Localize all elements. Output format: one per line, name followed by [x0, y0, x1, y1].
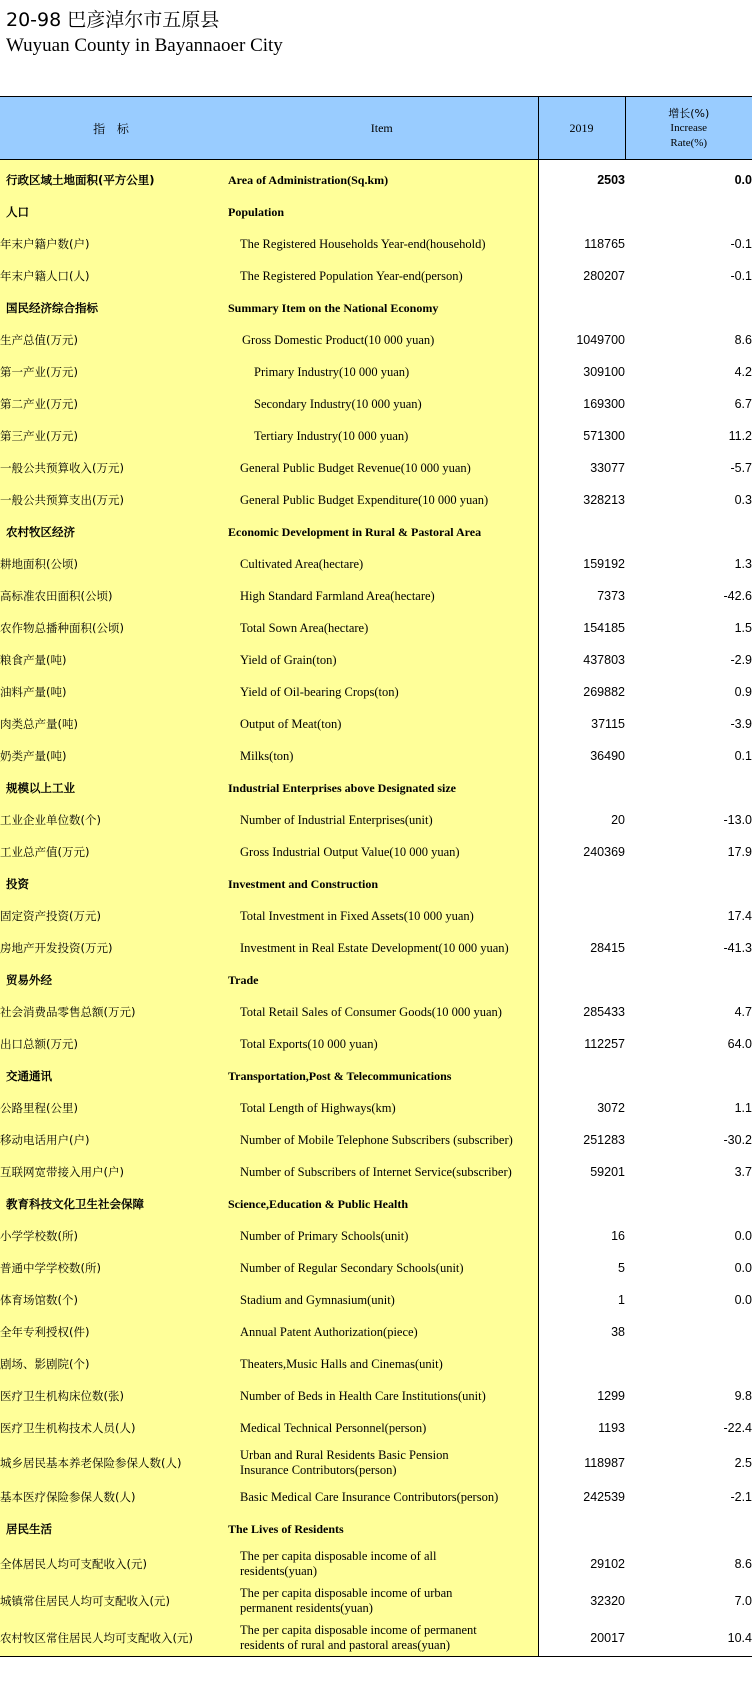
indicator-cn-cell: 居民生活: [0, 1513, 226, 1545]
section-row: [0, 1060, 752, 1092]
table-row: [0, 612, 752, 644]
table-row: [0, 1220, 752, 1252]
increase-rate-cell: 9.8: [734, 1389, 752, 1403]
value-2019-cell: 2503: [538, 164, 625, 196]
increase-rate-cell: 0.3: [734, 493, 752, 507]
table-header-row: [0, 97, 752, 160]
item-en-cell: Medical Technical Personnel(person): [226, 1412, 538, 1444]
value-2019-cell: 29102: [538, 1545, 625, 1582]
item-en-cell: Number of Regular Secondary Schools(unit): [226, 1252, 538, 1284]
header-rate-cn: 增长(%): [668, 106, 710, 120]
table-row: [0, 836, 752, 868]
table-row: [0, 1348, 752, 1380]
table-row: [0, 548, 752, 580]
indicator-cn-cell: 一般公共预算收入(万元): [0, 452, 226, 484]
indicator-cn-cell: 耕地面积(公顷): [0, 548, 226, 580]
increase-rate-cell: -22.4: [723, 1421, 752, 1435]
value-2019-cell: 1049700: [538, 324, 625, 356]
value-2019-cell: 1: [538, 1284, 625, 1316]
increase-rate-cell: 1.5: [734, 621, 752, 635]
item-en-cell: Number of Primary Schools(unit): [226, 1220, 538, 1252]
item-en-cell: Gross Domestic Product(10 000 yuan): [226, 324, 538, 356]
item-en-cell: Yield of Oil-bearing Crops(ton): [226, 676, 538, 708]
table-row: [0, 1582, 752, 1619]
item-en-cell: Number of Subscribers of Internet Service(subscriber): [226, 1156, 538, 1188]
item-en-cell: Number of Beds in Health Care Institutions(unit): [226, 1380, 538, 1412]
value-2019-cell: 3072: [538, 1092, 625, 1124]
section-row: [0, 516, 752, 548]
table-row: [0, 1092, 752, 1124]
table-row: [0, 228, 752, 260]
increase-rate-cell: 4.2: [734, 365, 752, 379]
indicator-cn-cell: 交通通讯: [0, 1060, 226, 1092]
indicator-cn-cell: 工业总产值(万元): [0, 836, 226, 868]
table-body: [0, 160, 752, 1657]
indicator-cn-cell: 工业企业单位数(个): [0, 804, 226, 836]
value-2019-cell: [538, 964, 625, 996]
item-en-cell: Economic Development in Rural & Pastoral Area: [226, 516, 538, 548]
indicator-cn-cell: 规模以上工业: [0, 772, 226, 804]
item-en-cell: Trade: [226, 964, 538, 996]
indicator-cn-cell: 教育科技文化卫生社会保障: [0, 1188, 226, 1220]
indicator-cn-cell: 互联网宽带接入用户(户): [0, 1156, 226, 1188]
table-row: [0, 1412, 752, 1444]
value-2019-cell: [538, 196, 625, 228]
item-en-cell: Stadium and Gymnasium(unit): [226, 1284, 538, 1316]
header-rate-en2: Rate(%): [670, 136, 708, 149]
indicator-cn-cell: 农村牧区经济: [0, 516, 226, 548]
table-row: [0, 676, 752, 708]
item-en-cell: Number of Industrial Enterprises(unit): [226, 804, 538, 836]
value-2019-cell: 20: [538, 804, 625, 836]
value-2019-cell: [538, 292, 625, 324]
statistics-table: [0, 96, 752, 1657]
value-2019-cell: [538, 1348, 625, 1380]
value-2019-cell: 1299: [538, 1380, 625, 1412]
indicator-cn-cell: 国民经济综合指标: [0, 292, 226, 324]
item-en-cell: Total Length of Highways(km): [226, 1092, 538, 1124]
value-2019-cell: 38: [538, 1316, 625, 1348]
item-en-cell: Total Exports(10 000 yuan): [226, 1028, 538, 1060]
increase-rate-cell: 0.0: [734, 1261, 752, 1275]
indicator-cn-cell: 第二产业(万元): [0, 388, 226, 420]
table-row: [0, 804, 752, 836]
value-2019-cell: 118765: [538, 228, 625, 260]
value-2019-cell: [538, 516, 625, 548]
indicator-cn-cell: 医疗卫生机构床位数(张): [0, 1380, 226, 1412]
increase-rate-cell: [625, 1060, 752, 1092]
item-en-cell: Investment in Real Estate Development(10 000 yuan): [226, 932, 538, 964]
value-2019-cell: 437803: [538, 644, 625, 676]
value-2019-cell: 112257: [538, 1028, 625, 1060]
value-2019-cell: [538, 772, 625, 804]
item-en-cell: Secondary Industry(10 000 yuan): [226, 388, 538, 420]
increase-rate-cell: 7.0: [734, 1593, 752, 1608]
value-2019-cell: [538, 1513, 625, 1545]
item-en-cell: Total Investment in Fixed Assets(10 000 yuan): [226, 900, 538, 932]
section-row: [0, 1188, 752, 1220]
indicator-cn-cell: 贸易外经: [0, 964, 226, 996]
indicator-cn-cell: 城镇常住居民人均可支配收入(元): [0, 1582, 226, 1619]
indicator-cn-cell: 全年专利授权(件): [0, 1316, 226, 1348]
increase-rate-cell: -0.1: [730, 269, 752, 283]
table-row: [0, 1380, 752, 1412]
item-en-cell: Transportation,Post & Telecommunications: [226, 1060, 538, 1092]
indicator-cn-cell: 小学学校数(所): [0, 1220, 226, 1252]
item-en-cell: General Public Budget Expenditure(10 000 yuan): [226, 484, 538, 516]
indicator-cn-cell: 油料产量(吨): [0, 676, 226, 708]
increase-rate-cell: 4.7: [734, 1005, 752, 1019]
table-row: [0, 996, 752, 1028]
increase-rate-cell: 17.4: [727, 909, 752, 923]
value-2019-cell: 118987: [538, 1444, 625, 1481]
indicator-cn-cell: 普通中学学校数(所): [0, 1252, 226, 1284]
table-row: [0, 1481, 752, 1513]
item-en-cell: The per capita disposable income of urban permanent residents(yuan): [226, 1582, 538, 1619]
value-2019-cell: 251283: [538, 1124, 625, 1156]
section-row: [0, 964, 752, 996]
item-en-cell: Summary Item on the National Economy: [226, 292, 538, 324]
section-row: [0, 1513, 752, 1545]
indicator-cn-cell: 肉类总产量(吨): [0, 708, 226, 740]
increase-rate-cell: 8.6: [734, 1556, 752, 1571]
item-en-cell: Gross Industrial Output Value(10 000 yuan): [226, 836, 538, 868]
table-row: [0, 740, 752, 772]
indicator-cn-cell: 移动电话用户(户): [0, 1124, 226, 1156]
value-2019-cell: 5: [538, 1252, 625, 1284]
item-en-cell: Cultivated Area(hectare): [226, 548, 538, 580]
indicator-cn-cell: 一般公共预算支出(万元): [0, 484, 226, 516]
value-2019-cell: 169300: [538, 388, 625, 420]
increase-rate-cell: 2.5: [734, 1455, 752, 1470]
indicator-cn-cell: 生产总值(万元): [0, 324, 226, 356]
item-en-cell: Total Retail Sales of Consumer Goods(10 000 yuan): [226, 996, 538, 1028]
indicator-cn-cell: 第一产业(万元): [0, 356, 226, 388]
increase-rate-cell: 6.7: [734, 397, 752, 411]
value-2019-cell: [538, 1188, 625, 1220]
increase-rate-cell: 0.0: [734, 1229, 752, 1243]
indicator-cn-cell: 农村牧区常住居民人均可支配收入(元): [0, 1619, 226, 1657]
section-row: [0, 196, 752, 228]
value-2019-cell: 309100: [538, 356, 625, 388]
table-row: [0, 452, 752, 484]
increase-rate-cell: 64.0: [727, 1037, 752, 1051]
item-en-cell: Number of Mobile Telephone Subscribers (subscriber): [226, 1124, 538, 1156]
item-en-cell: Basic Medical Care Insurance Contributors(person): [226, 1481, 538, 1513]
table-row: [0, 484, 752, 516]
indicator-cn-cell: 公路里程(公里): [0, 1092, 226, 1124]
increase-rate-cell: 10.4: [625, 1619, 752, 1657]
increase-rate-cell: [625, 964, 752, 996]
item-en-cell: Yield of Grain(ton): [226, 644, 538, 676]
increase-rate-cell: 3.7: [734, 1165, 752, 1179]
item-en-cell: Industrial Enterprises above Designated size: [226, 772, 538, 804]
increase-rate-cell: [625, 1348, 752, 1380]
title-english: Wuyuan County in Bayannaoer City: [6, 35, 283, 56]
table-row: [0, 1619, 752, 1657]
increase-rate-cell: 17.9: [727, 845, 752, 859]
value-2019-cell: 36490: [538, 740, 625, 772]
increase-rate-cell: -0.1: [730, 237, 752, 251]
value-2019-cell: 37115: [538, 708, 625, 740]
indicator-cn-cell: 年末户籍人口(人): [0, 260, 226, 292]
increase-rate-cell: -13.0: [723, 813, 752, 827]
section-row: [0, 292, 752, 324]
item-en-cell: Investment and Construction: [226, 868, 538, 900]
table-row: [0, 1316, 752, 1348]
table-row: [0, 388, 752, 420]
increase-rate-cell: 8.6: [734, 333, 752, 347]
increase-rate-cell: 0.0: [734, 173, 752, 187]
increase-rate-cell: [625, 292, 752, 324]
indicator-cn-cell: 高标准农田面积(公顷): [0, 580, 226, 612]
indicator-cn-cell: 第三产业(万元): [0, 420, 226, 452]
increase-rate-cell: -2.1: [730, 1490, 752, 1504]
value-2019-cell: 242539: [538, 1481, 625, 1513]
value-2019-cell: 16: [538, 1220, 625, 1252]
increase-rate-cell: 1.3: [734, 557, 752, 571]
indicator-cn-cell: 粮食产量(吨): [0, 644, 226, 676]
header-year: 2019: [538, 97, 625, 160]
table-row: [0, 420, 752, 452]
increase-rate-cell: 1.1: [734, 1101, 752, 1115]
value-2019-cell: 285433: [538, 996, 625, 1028]
increase-rate-cell: -3.9: [730, 717, 752, 731]
section-row: [0, 164, 752, 196]
table-row: [0, 932, 752, 964]
header-rate: [625, 97, 752, 160]
indicator-cn-cell: 体育场馆数(个): [0, 1284, 226, 1316]
indicator-cn-cell: 年末户籍户数(户): [0, 228, 226, 260]
value-2019-cell: 33077: [538, 452, 625, 484]
increase-rate-cell: -2.9: [730, 653, 752, 667]
table-row: [0, 644, 752, 676]
value-2019-cell: [538, 900, 625, 932]
value-2019-cell: 32320: [538, 1582, 625, 1619]
indicator-cn-cell: 出口总额(万元): [0, 1028, 226, 1060]
item-en-cell: Primary Industry(10 000 yuan): [226, 356, 538, 388]
increase-rate-cell: [625, 196, 752, 228]
item-en-cell: General Public Budget Revenue(10 000 yuan): [226, 452, 538, 484]
item-en-cell: The Registered Population Year-end(person): [226, 260, 538, 292]
value-2019-cell: 571300: [538, 420, 625, 452]
title-chinese: 20-98 巴彦淖尔市五原县: [6, 9, 220, 31]
table-row: [0, 324, 752, 356]
value-2019-cell: 28415: [538, 932, 625, 964]
item-en-cell: The Registered Households Year-end(household): [226, 228, 538, 260]
table-row: [0, 1156, 752, 1188]
table-row: [0, 1545, 752, 1582]
header-indicator: 指 标: [0, 97, 226, 160]
indicator-cn-cell: 城乡居民基本养老保险参保人数(人): [0, 1444, 226, 1481]
header-rate-en1: Increase: [670, 121, 708, 134]
indicator-cn-cell: 农作物总播种面积(公顷): [0, 612, 226, 644]
table-row: [0, 580, 752, 612]
item-en-cell: Urban and Rural Residents Basic Pension Insurance Contributors(person): [226, 1444, 538, 1481]
indicator-cn-cell: 行政区域土地面积(平方公里): [0, 164, 226, 196]
item-en-cell: The per capita disposable income of permanent residents of rural and pastoral areas(yuan): [226, 1619, 538, 1657]
item-en-cell: The Lives of Residents: [226, 1513, 538, 1545]
indicator-cn-cell: 人口: [0, 196, 226, 228]
item-en-cell: The per capita disposable income of all residents(yuan): [226, 1545, 538, 1582]
table-row: [0, 356, 752, 388]
table-row: [0, 900, 752, 932]
item-en-cell: Annual Patent Authorization(piece): [226, 1316, 538, 1348]
value-2019-cell: 269882: [538, 676, 625, 708]
value-2019-cell: [538, 1060, 625, 1092]
item-en-cell: High Standard Farmland Area(hectare): [226, 580, 538, 612]
value-2019-cell: 159192: [538, 548, 625, 580]
increase-rate-cell: -41.3: [723, 941, 752, 955]
indicator-cn-cell: 投资: [0, 868, 226, 900]
value-2019-cell: 240369: [538, 836, 625, 868]
increase-rate-cell: [625, 772, 752, 804]
increase-rate-cell: [625, 1513, 752, 1545]
increase-rate-cell: 11.2: [728, 429, 752, 443]
indicator-cn-cell: 基本医疗保险参保人数(人): [0, 1481, 226, 1513]
table-row: [0, 1124, 752, 1156]
title-block: [6, 8, 283, 60]
increase-rate-cell: [625, 868, 752, 900]
increase-rate-cell: 0.1: [734, 749, 752, 763]
value-2019-cell: 1193: [538, 1412, 625, 1444]
value-2019-cell: 280207: [538, 260, 625, 292]
indicator-cn-cell: 房地产开发投资(万元): [0, 932, 226, 964]
value-2019-cell: 328213: [538, 484, 625, 516]
item-en-cell: Population: [226, 196, 538, 228]
value-2019-cell: [538, 868, 625, 900]
indicator-cn-cell: 奶类产量(吨): [0, 740, 226, 772]
indicator-cn-cell: 医疗卫生机构技术人员(人): [0, 1412, 226, 1444]
item-en-cell: Output of Meat(ton): [226, 708, 538, 740]
indicator-cn-cell: 全体居民人均可支配收入(元): [0, 1545, 226, 1582]
table-row: [0, 1444, 752, 1481]
item-en-cell: Area of Administration(Sq.km): [226, 164, 538, 196]
table-row: [0, 260, 752, 292]
value-2019-cell: 59201: [538, 1156, 625, 1188]
indicator-cn-cell: 固定资产投资(万元): [0, 900, 226, 932]
value-2019-cell: 20017: [538, 1619, 625, 1657]
item-en-cell: Theaters,Music Halls and Cinemas(unit): [226, 1348, 538, 1380]
section-row: [0, 868, 752, 900]
section-row: [0, 772, 752, 804]
increase-rate-cell: [625, 1188, 752, 1220]
table-row: [0, 1284, 752, 1316]
table-row: [0, 1252, 752, 1284]
value-2019-cell: 7373: [538, 580, 625, 612]
increase-rate-cell: [625, 1316, 752, 1348]
table-row: [0, 708, 752, 740]
table-row: [0, 1028, 752, 1060]
item-en-cell: Total Sown Area(hectare): [226, 612, 538, 644]
indicator-cn-cell: 剧场、影剧院(个): [0, 1348, 226, 1380]
value-2019-cell: 154185: [538, 612, 625, 644]
header-item: Item: [226, 97, 538, 160]
increase-rate-cell: -30.2: [723, 1133, 752, 1147]
increase-rate-cell: 0.0: [734, 1293, 752, 1307]
increase-rate-cell: -5.7: [730, 461, 752, 475]
increase-rate-cell: 0.9: [734, 685, 752, 699]
item-en-cell: Milks(ton): [226, 740, 538, 772]
item-en-cell: Science,Education & Public Health: [226, 1188, 538, 1220]
item-en-cell: Tertiary Industry(10 000 yuan): [226, 420, 538, 452]
increase-rate-cell: -42.6: [723, 589, 752, 603]
indicator-cn-cell: 社会消费品零售总额(万元): [0, 996, 226, 1028]
increase-rate-cell: [625, 516, 752, 548]
